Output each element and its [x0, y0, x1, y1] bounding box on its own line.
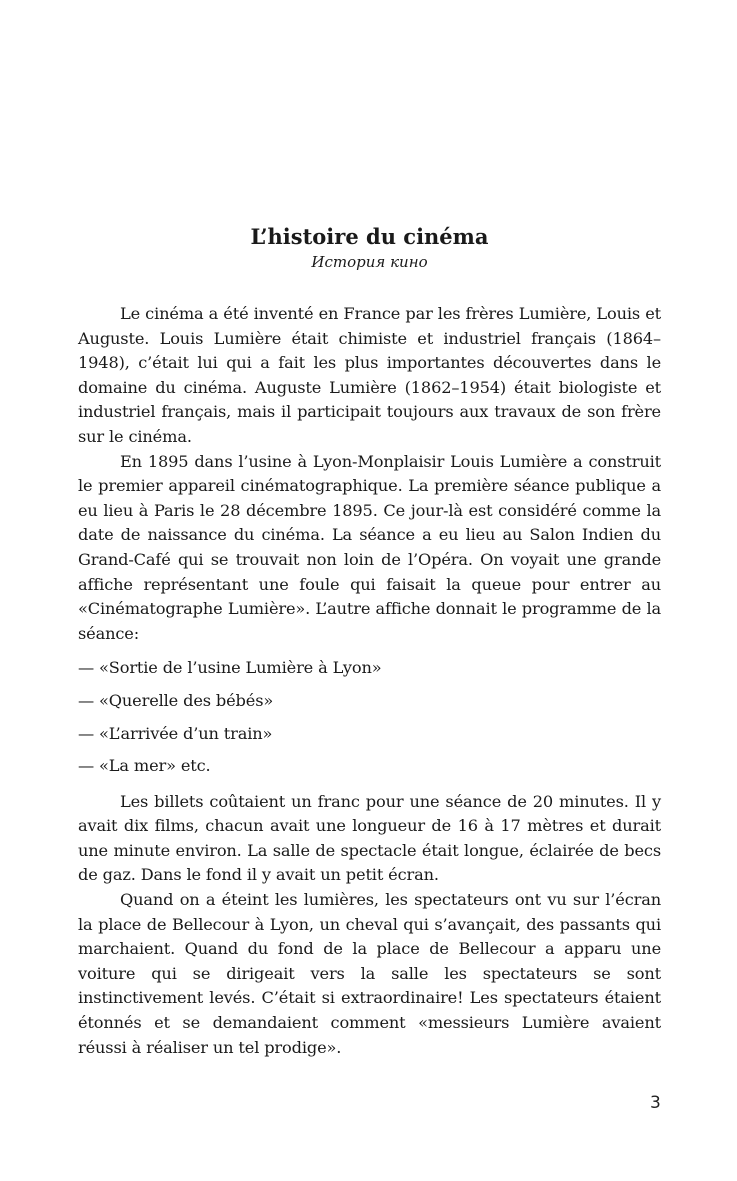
paragraph-first-seance: En 1895 dans l’usine à Lyon-Monplaisir Louis Lumière a construit le premier appareil cinématographique. La première séance publique a eu lieu à Paris le 28 décembre 1895. Ce jour-là est considéré comme la date de naissance du cinéma. La séance a eu lieu au Salon Indien du Grand-Café qui se trouvait non loin de l’Opéra. On voyait une grande affiche représentant une foule qui faisait la queue pour entrer au «Cinématographe Lumière». L’autre affiche donnait le programme de la séance: — [78, 451, 661, 643]
page-content — [78, 222, 661, 1060]
paragraph-first-projection: Quand on a éteint les lumières, les spectateurs ont vu sur l’écran la place de Bellecour à Lyon, un cheval qui s’avançait, des passants qui marchaient. Quand du fond de la place de Bellecour a apparu une voiture qui se dirigeait vers la salle les spectateurs se sont instinctivement levés. C’était si extraordinaire! Les spectateurs étaient étonnés et se demandaient comment «messieurs Lumière avaient réussi à réaliser un tel prodige». — [78, 890, 661, 1057]
page-title: L’histoire du cinéma — [250, 224, 489, 249]
list-item: — «Sortie de l’usine Lumière à Lyon» — [78, 658, 382, 678]
list-item: — «La mer» etc. — [78, 756, 211, 776]
paragraph-lumiere-brothers: Le cinéma a été inventé en France par les frères Lumière, Louis et Auguste. Louis Lumière était chimiste et industriel français (1864–1948), c’était lui qui a fait les plus importantes découvertes dans le domaine du cinéma. Auguste Lumière (1862–1954) était biologiste et industriel français, mais il participait toujours aux travaux de son frère sur le cinéma. — [78, 304, 661, 446]
page-subtitle: История кино — [311, 253, 428, 271]
list-item: — «Querelle des bébés» — [78, 690, 274, 710]
page-number: 3 — [650, 1093, 661, 1113]
program-list — [78, 656, 661, 778]
paragraph-tickets: Les billets coûtaient un franc pour une séance de 20 minutes. Il y avait dix films, chacun avait une longueur de 16 à 17 mètres et durait une minute environ. La salle de spectacle était longue, éclairée de becs de gaz. Dans le fond il y avait un petit écran. — [78, 791, 661, 885]
list-item: — «L’arrivée d’un train» — [78, 723, 273, 743]
